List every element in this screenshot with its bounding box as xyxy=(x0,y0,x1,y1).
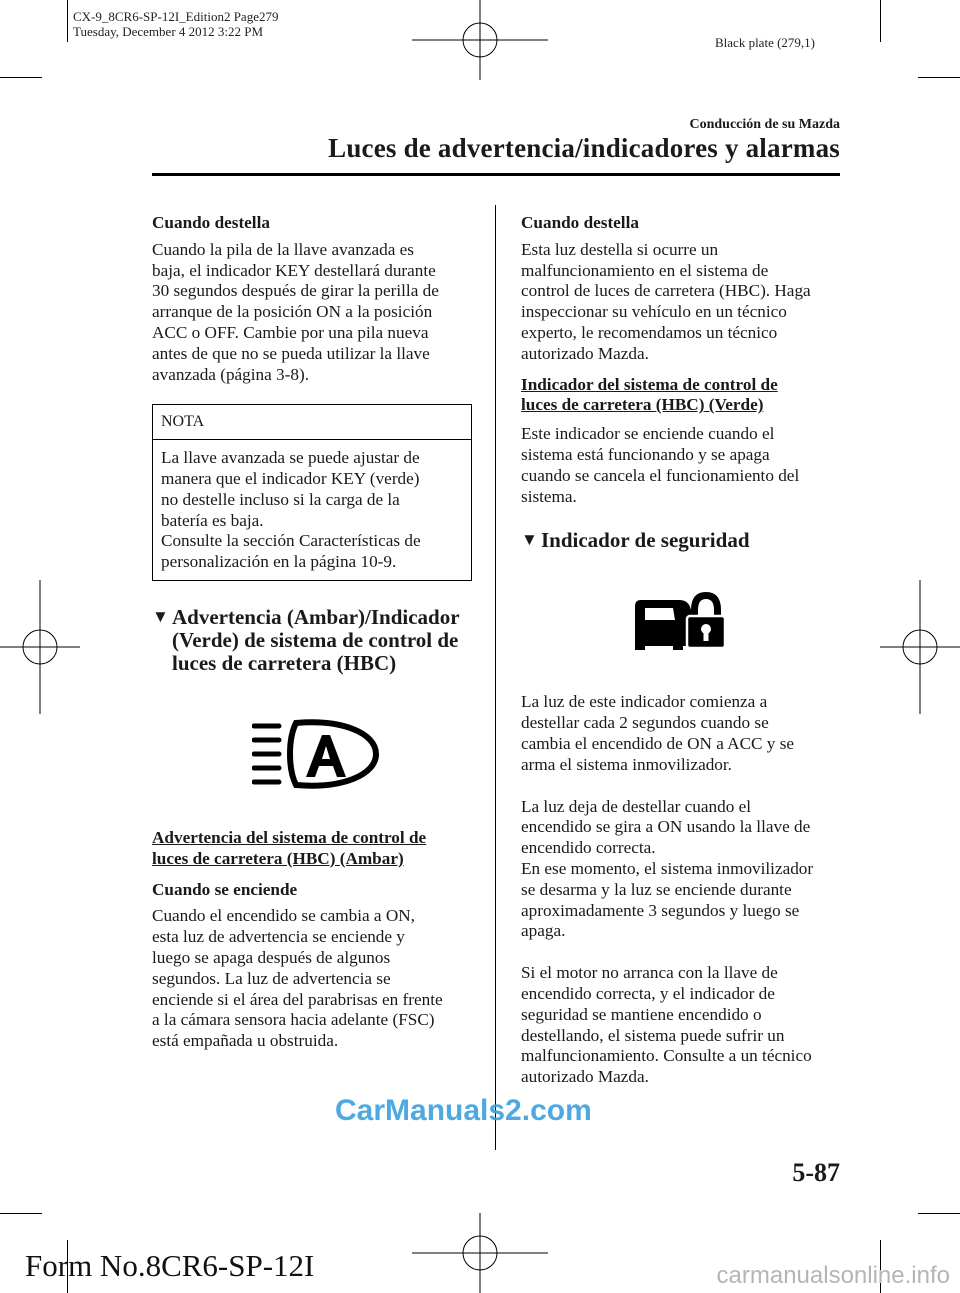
crop-mark xyxy=(918,1213,960,1214)
text-line: ACC o OFF. Cambie por una pila nueva xyxy=(152,322,429,342)
text-line: Indicador del sistema de control de xyxy=(521,374,778,394)
paragraph xyxy=(521,424,851,507)
text-line: luego se apaga después de algunos xyxy=(152,947,391,967)
note-box xyxy=(152,404,472,581)
registration-mark-bottom xyxy=(412,1213,548,1293)
print-job-info xyxy=(73,9,278,39)
text-line: encendido correcta, y el indicador de xyxy=(521,983,775,1003)
paragraph-heading: Cuando se enciende xyxy=(152,879,298,899)
paragraph xyxy=(152,906,477,1052)
text-line: no destelle incluso si la carga de la xyxy=(161,489,400,509)
text-line: autorizado Mazda. xyxy=(521,343,649,363)
text-line: Este indicador se enciende cuando el xyxy=(521,424,775,444)
text-line: apaga. xyxy=(521,921,566,941)
text-line: se desarma y la luz se enciende durante xyxy=(521,879,792,899)
text-line: La luz de este indicador comienza a xyxy=(521,692,768,712)
text-line: destellando, el sistema puede sufrir un xyxy=(521,1025,785,1045)
text-line: destellar cada 2 segundos cuando se xyxy=(521,713,769,733)
text-line: malfuncionamiento en el sistema de xyxy=(521,260,769,280)
print-job-line-1: CX-9_8CR6-SP-12I_Edition2 Page279 xyxy=(73,9,279,24)
underlined-heading xyxy=(152,828,477,870)
paragraph xyxy=(521,963,851,1088)
text-line: cuando se cancela el funcionamiento del xyxy=(521,465,800,485)
column-divider xyxy=(495,205,496,1150)
note-body xyxy=(153,440,471,580)
section-title: Luces de advertencia/indicadores y alarmas xyxy=(328,133,840,163)
text-line: La luz deja de destellar cuando el xyxy=(521,796,752,816)
note-heading: NOTA xyxy=(153,405,471,440)
text-line: autorizado Mazda. xyxy=(521,1067,649,1087)
text-line: encendido se gira a ON usando la llave de xyxy=(521,817,811,837)
heading-line: Indicador de seguridad xyxy=(541,528,750,553)
text-line: seguridad se mantiene encendido o xyxy=(521,1004,762,1024)
text-line: avanzada (página 3-8). xyxy=(152,364,309,384)
text-line: Esta luz destella si ocurre un xyxy=(521,239,719,259)
plate-label: Black plate (279,1) xyxy=(715,35,815,50)
heading-line: luces de carretera (HBC) xyxy=(172,650,397,675)
text-line: malfuncionamiento. Consulte a un técnico xyxy=(521,1046,812,1066)
crop-mark xyxy=(0,1213,42,1214)
crop-mark xyxy=(0,77,42,78)
print-job-line-2: Tuesday, December 4 2012 3:22 PM xyxy=(73,24,264,39)
text-line: luces de carretera (HBC) (Verde) xyxy=(521,395,764,415)
text-line: arma el sistema inmovilizador. xyxy=(521,754,732,774)
text-line: arranque de la posición ON a la posición xyxy=(152,302,433,322)
text-line: control de luces de carretera (HBC). Haga xyxy=(521,281,811,301)
registration-mark-left xyxy=(0,580,80,714)
paragraph xyxy=(521,240,851,365)
hbc-headlight-icon xyxy=(152,719,477,799)
text-line: En ese momento, el sistema inmovilizador xyxy=(521,858,814,878)
registration-mark-right xyxy=(880,580,960,714)
crop-mark xyxy=(67,0,68,42)
text-line: Cuando la pila de la llave avanzada es xyxy=(152,239,414,259)
text-line: antes de que no se pueda utilizar la llave xyxy=(152,343,430,363)
text-line: sistema. xyxy=(521,486,577,506)
crop-mark xyxy=(918,77,960,78)
text-line: experto, le recomendamos un técnico xyxy=(521,322,778,342)
security-car-lock-icon xyxy=(521,590,851,670)
crop-mark xyxy=(880,0,881,42)
paragraph-heading: Cuando destella xyxy=(152,213,270,232)
text-line: batería es baja. xyxy=(161,510,264,530)
subsection-heading xyxy=(152,606,477,675)
text-line: baja, el indicador KEY destellará durante xyxy=(152,260,436,280)
text-line: inspeccionar su vehículo en un técnico xyxy=(521,302,787,322)
text-line: Consulte la sección Características de xyxy=(161,531,421,551)
text-line: a la cámara sensora hacia adelante (FSC) xyxy=(152,1010,435,1030)
heading-line: (Verde) de sistema de control de xyxy=(172,627,459,652)
site-watermark: carmanualsonline.info xyxy=(716,1262,950,1289)
text-line: enciende si el área del parabrisas en frente xyxy=(152,989,443,1009)
text-line: Cuando el encendido se cambia a ON, xyxy=(152,906,415,926)
text-line: está empañada u obstruida. xyxy=(152,1031,339,1051)
triangle-bullet-icon: ▼ xyxy=(152,606,169,626)
paragraph xyxy=(152,240,477,386)
paragraph xyxy=(521,797,851,943)
text-line: Advertencia del sistema de control de xyxy=(152,827,427,847)
text-line: aproximadamente 3 segundos y luego se xyxy=(521,900,800,920)
left-column xyxy=(152,213,477,1052)
subsection-heading xyxy=(521,529,851,552)
text-line: cambia el encendido de ON a ACC y se xyxy=(521,733,795,753)
text-line: encendido correcta. xyxy=(521,838,656,858)
text-line: personalización en la página 10-9. xyxy=(161,552,397,572)
text-line: La llave avanzada se puede ajustar de xyxy=(161,448,420,468)
text-line: sistema está funcionando y se apaga xyxy=(521,444,770,464)
text-line: luces de carretera (HBC) (Ambar) xyxy=(152,848,404,868)
text-line: Si el motor no arranca con la llave de xyxy=(521,963,778,983)
form-number: Form No.8CR6-SP-12I xyxy=(25,1248,315,1283)
brand-watermark: CarManuals2.com xyxy=(335,1094,592,1127)
paragraph-heading: Cuando destella xyxy=(521,213,639,232)
triangle-bullet-icon: ▼ xyxy=(521,530,538,550)
page-number: 5-87 xyxy=(792,1158,840,1187)
header-rule xyxy=(152,173,840,176)
underlined-heading xyxy=(521,375,851,417)
text-line: manera que el indicador KEY (verde) xyxy=(161,468,420,488)
right-column xyxy=(521,213,851,1088)
text-line: 30 segundos después de girar la perilla de xyxy=(152,281,439,301)
text-line: esta luz de advertencia se enciende y xyxy=(152,927,405,947)
section-label: Conducción de su Mazda xyxy=(689,117,840,132)
paragraph xyxy=(521,692,851,775)
heading-line: Advertencia (Ambar)/Indicador xyxy=(172,604,460,629)
registration-mark-top xyxy=(412,0,548,80)
text-line: segundos. La luz de advertencia se xyxy=(152,968,391,988)
